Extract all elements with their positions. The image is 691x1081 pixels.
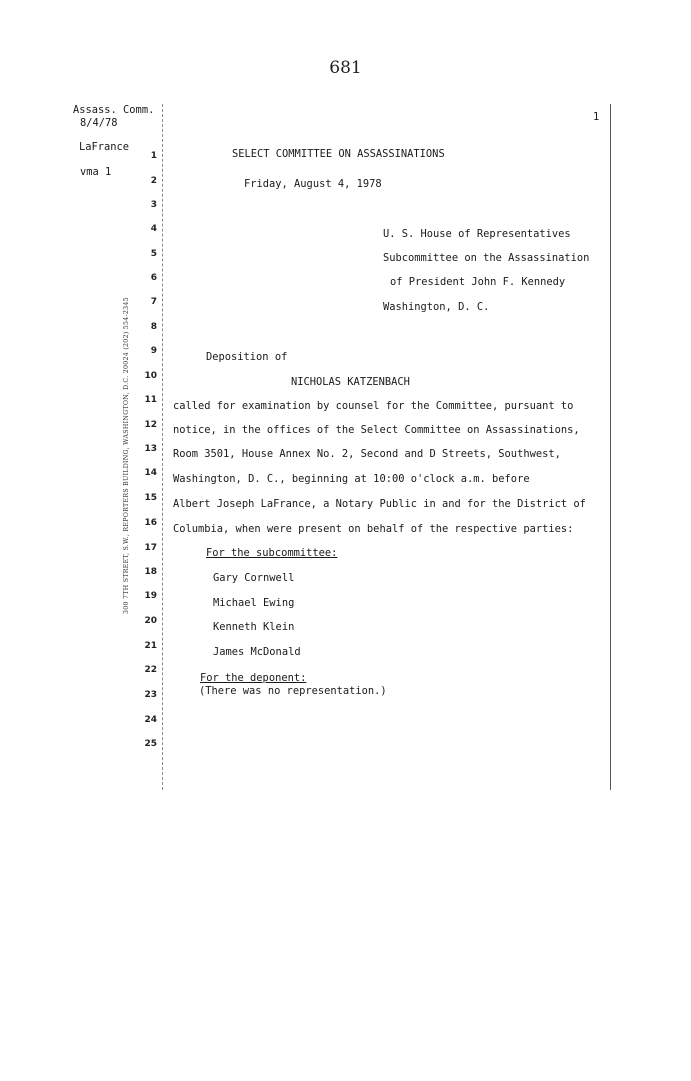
- line-number: 6: [150, 273, 157, 283]
- line-number: 5: [150, 249, 157, 259]
- reporter-imprint: 300 7TH STREET, S.W., REPORTERS BUILDING, WASHINGTON, D.C. 20024 (202) 554-2345: [123, 297, 130, 614]
- address-line: Subcommittee on the Assassination: [383, 252, 590, 264]
- line-number: 11: [144, 395, 157, 405]
- line-number: 9: [150, 346, 157, 356]
- line-number: 8: [150, 322, 157, 332]
- line-number: 15: [144, 493, 157, 503]
- line-number: 4: [150, 224, 157, 234]
- for-subcommittee-label: For the subcommittee:: [206, 547, 338, 559]
- member-name: Kenneth Klein: [213, 621, 295, 633]
- line-number: 23: [144, 690, 157, 700]
- body-line: Washington, D. C., beginning at 10:00 o'clock a.m. before: [173, 473, 530, 485]
- body-line: Room 3501, House Annex No. 2, Second and D Streets, Southwest,: [173, 448, 561, 460]
- body-line: Columbia, when were present on behalf of the respective parties:: [173, 523, 574, 535]
- sheet-number: 1: [593, 111, 600, 123]
- member-name: Michael Ewing: [213, 597, 295, 609]
- deponent-representation: (There was no representation.): [199, 685, 387, 697]
- member-name: James McDonald: [213, 646, 301, 658]
- line-number: 20: [144, 616, 157, 626]
- for-deponent-label: For the deponent:: [200, 672, 307, 684]
- header-typist: vma 1: [80, 166, 112, 178]
- line-number: 7: [150, 297, 157, 307]
- header-reporter: LaFrance: [79, 141, 130, 153]
- header-date: 8/4/78: [80, 117, 118, 129]
- line-number: 1: [150, 151, 157, 161]
- line-number: 19: [144, 591, 157, 601]
- page-number: 681: [329, 58, 362, 78]
- deposition-of: Deposition of: [206, 351, 288, 363]
- line-number: 24: [144, 715, 157, 725]
- line-number: 22: [144, 665, 157, 675]
- line-number: 21: [144, 641, 157, 651]
- deponent-name: NICHOLAS KATZENBACH: [291, 376, 410, 388]
- member-name: Gary Cornwell: [213, 572, 295, 584]
- line-number: 17: [144, 543, 157, 553]
- line-number: 13: [144, 444, 157, 454]
- line-number: 10: [144, 371, 157, 381]
- line-number: 12: [144, 420, 157, 430]
- line-number: 16: [144, 518, 157, 528]
- body-line: called for examination by counsel for the Committee, pursuant to: [173, 400, 574, 412]
- header-case: Assass. Comm.: [73, 104, 155, 116]
- address-line: U. S. House of Representatives: [383, 228, 571, 240]
- left-margin-rule: [162, 104, 163, 790]
- document-title: SELECT COMMITTEE ON ASSASSINATIONS: [232, 148, 445, 160]
- document-date: Friday, August 4, 1978: [244, 178, 382, 190]
- body-line: notice, in the offices of the Select Committee on Assassinations,: [173, 424, 580, 436]
- line-number: 14: [144, 468, 157, 478]
- body-line: Albert Joseph LaFrance, a Notary Public in and for the District of: [173, 498, 586, 510]
- right-margin-rule: [610, 104, 611, 790]
- line-number: 2: [150, 176, 157, 186]
- line-number: 3: [150, 200, 157, 210]
- address-line: Washington, D. C.: [383, 301, 490, 313]
- line-number: 25: [144, 739, 157, 749]
- address-line: of President John F. Kennedy: [390, 276, 566, 288]
- line-number: 18: [144, 567, 157, 577]
